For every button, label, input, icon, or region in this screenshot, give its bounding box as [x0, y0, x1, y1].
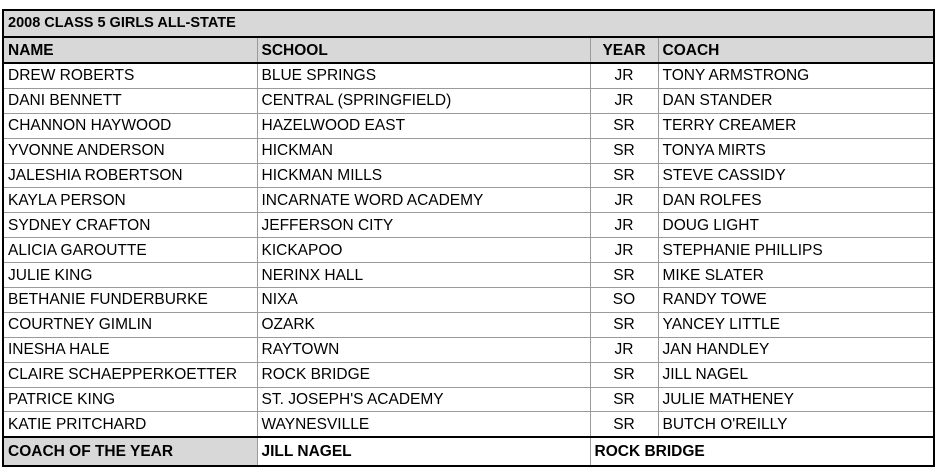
year-cell: SR	[590, 138, 658, 163]
coach-of-the-year-row	[3, 437, 934, 466]
table-row	[3, 337, 934, 362]
coach-cell: TONYA MIRTS	[658, 138, 934, 163]
player-name-cell: KATIE PRITCHARD	[3, 412, 257, 437]
year-cell: JR	[590, 238, 658, 263]
coach-cell: JULIE MATHENEY	[658, 387, 934, 412]
school-cell: INCARNATE WORD ACADEMY	[257, 188, 590, 213]
school-cell: NERINX HALL	[257, 263, 590, 288]
table-row	[3, 238, 934, 263]
coach-cell: JILL NAGEL	[658, 362, 934, 387]
school-cell: JEFFERSON CITY	[257, 213, 590, 238]
coach-cell: TONY ARMSTRONG	[658, 63, 934, 88]
player-name-cell: SYDNEY CRAFTON	[3, 213, 257, 238]
table-row	[3, 138, 934, 163]
school-cell: KICKAPOO	[257, 238, 590, 263]
school-cell: BLUE SPRINGS	[257, 63, 590, 88]
year-cell: SR	[590, 113, 658, 138]
year-cell: SR	[590, 163, 658, 188]
player-name-cell: CLAIRE SCHAEPPERKOETTER	[3, 362, 257, 387]
player-name-cell: BETHANIE FUNDERBURKE	[3, 288, 257, 313]
player-name-cell: DANI BENNETT	[3, 88, 257, 113]
column-header-name: NAME	[3, 37, 257, 63]
table-title: 2008 CLASS 5 GIRLS ALL-STATE	[3, 10, 934, 37]
all-state-table	[2, 9, 935, 467]
coach-cell: MIKE SLATER	[658, 263, 934, 288]
coach-of-the-year-school: ROCK BRIDGE	[590, 437, 934, 466]
table-row	[3, 312, 934, 337]
table-row	[3, 63, 934, 88]
column-header-year: YEAR	[590, 37, 658, 63]
player-name-cell: INESHA HALE	[3, 337, 257, 362]
coach-cell: STEVE CASSIDY	[658, 163, 934, 188]
player-name-cell: CHANNON HAYWOOD	[3, 113, 257, 138]
title-row	[3, 10, 934, 37]
player-name-cell: PATRICE KING	[3, 387, 257, 412]
year-cell: JR	[590, 213, 658, 238]
coach-cell: TERRY CREAMER	[658, 113, 934, 138]
player-name-cell: JALESHIA ROBERTSON	[3, 163, 257, 188]
player-name-cell: YVONNE ANDERSON	[3, 138, 257, 163]
year-cell: SR	[590, 387, 658, 412]
school-cell: ST. JOSEPH'S ACADEMY	[257, 387, 590, 412]
table-row	[3, 288, 934, 313]
player-name-cell: DREW ROBERTS	[3, 63, 257, 88]
school-cell: WAYNESVILLE	[257, 412, 590, 437]
school-cell: CENTRAL (SPRINGFIELD)	[257, 88, 590, 113]
year-cell: SO	[590, 288, 658, 313]
coach-cell: RANDY TOWE	[658, 288, 934, 313]
coach-cell: STEPHANIE PHILLIPS	[658, 238, 934, 263]
coach-cell: DAN STANDER	[658, 88, 934, 113]
table-row	[3, 213, 934, 238]
school-cell: NIXA	[257, 288, 590, 313]
school-cell: HAZELWOOD EAST	[257, 113, 590, 138]
year-cell: JR	[590, 63, 658, 88]
table-row	[3, 362, 934, 387]
year-cell: JR	[590, 88, 658, 113]
coach-cell: BUTCH O'REILLY	[658, 412, 934, 437]
table-row	[3, 263, 934, 288]
table-row	[3, 163, 934, 188]
school-cell: RAYTOWN	[257, 337, 590, 362]
year-cell: SR	[590, 412, 658, 437]
year-cell: JR	[590, 337, 658, 362]
school-cell: ROCK BRIDGE	[257, 362, 590, 387]
coach-cell: YANCEY LITTLE	[658, 312, 934, 337]
table-row	[3, 387, 934, 412]
column-header-school: SCHOOL	[257, 37, 590, 63]
year-cell: SR	[590, 263, 658, 288]
school-cell: OZARK	[257, 312, 590, 337]
table-row	[3, 88, 934, 113]
school-cell: HICKMAN MILLS	[257, 163, 590, 188]
year-cell: SR	[590, 362, 658, 387]
year-cell: SR	[590, 312, 658, 337]
table-row	[3, 188, 934, 213]
coach-of-the-year-name: JILL NAGEL	[257, 437, 590, 466]
year-cell: JR	[590, 188, 658, 213]
coach-cell: DAN ROLFES	[658, 188, 934, 213]
table-row	[3, 113, 934, 138]
player-name-cell: COURTNEY GIMLIN	[3, 312, 257, 337]
table-row	[3, 412, 934, 437]
header-row	[3, 37, 934, 63]
column-header-coach: COACH	[658, 37, 934, 63]
coach-cell: JAN HANDLEY	[658, 337, 934, 362]
school-cell: HICKMAN	[257, 138, 590, 163]
coach-cell: DOUG LIGHT	[658, 213, 934, 238]
player-name-cell: ALICIA GAROUTTE	[3, 238, 257, 263]
coach-of-the-year-label: COACH OF THE YEAR	[3, 437, 257, 466]
player-name-cell: JULIE KING	[3, 263, 257, 288]
player-name-cell: KAYLA PERSON	[3, 188, 257, 213]
